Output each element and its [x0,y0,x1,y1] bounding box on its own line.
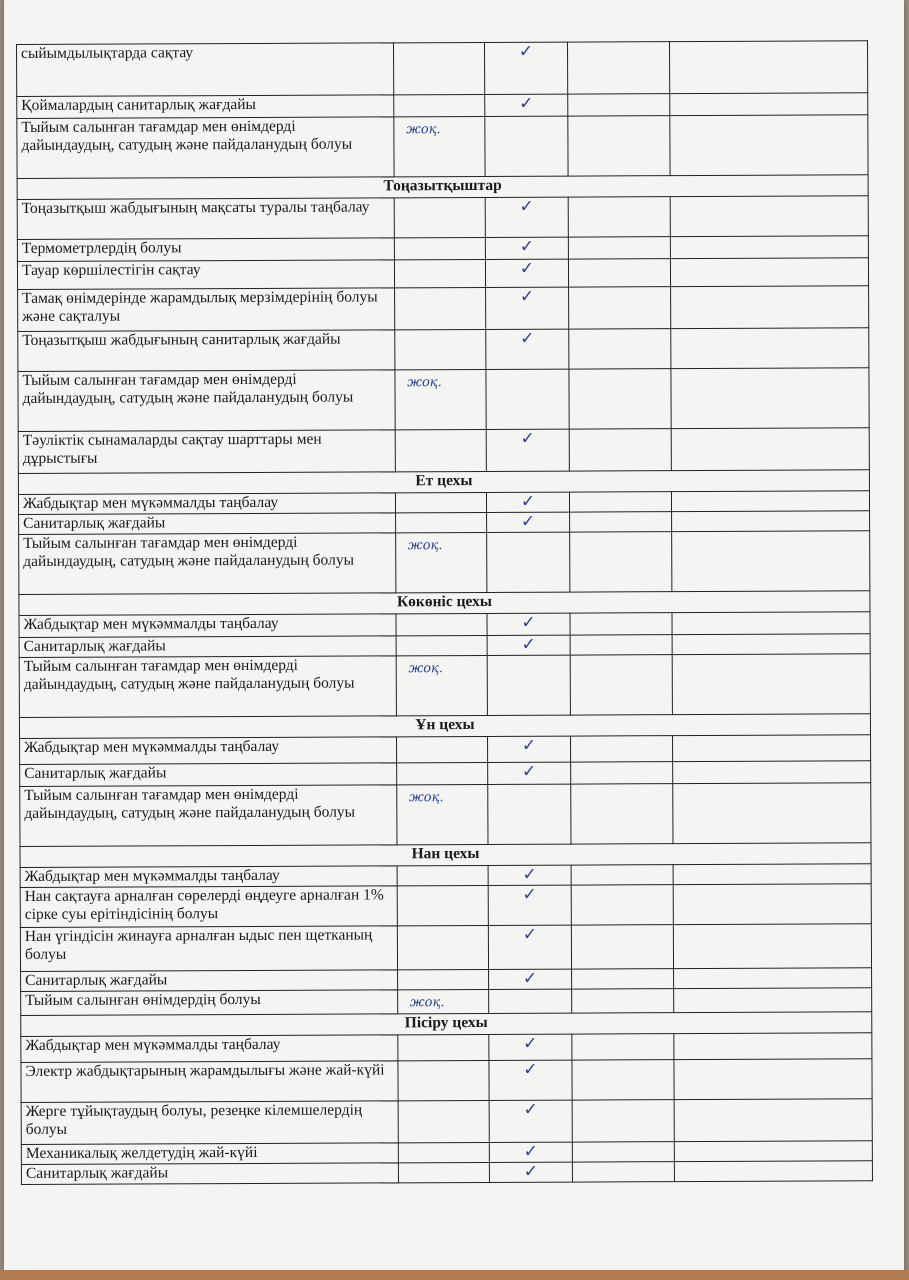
table-row [18,368,869,432]
empty-cell [674,1161,872,1182]
requirement-text: Тыйым салынған тағамдар мен өнімдерді дайындаудың, сатудың және пайдаланудың болуы [19,533,396,595]
requirement-text: Жабдықтар мен мүкәммалды таңбалау [21,1035,398,1063]
check-cell [489,1100,572,1142]
requirement-text: Тыйым салынған өнімдердің болуы [21,990,398,1016]
desk-surface [0,1270,909,1280]
empty-cell [670,236,868,259]
check-cell [487,613,570,635]
handwritten-note: жоқ. [407,538,443,554]
empty-cell [569,429,671,471]
check-mark-icon: ✓ [520,328,535,349]
empty-cell [570,635,672,655]
empty-cell [569,329,671,369]
table-row [20,924,871,972]
section-title: Нан цехы [20,843,871,868]
check-cell [489,1162,572,1182]
requirement-text: Тамақ өнімдерінде жарамдылық мерзімдерінің болуы және сақталуы [18,288,395,332]
check-mark-icon: ✓ [520,428,535,449]
requirement-text: Нан үгіндісін жинауға арналған ыдыс пен щетканың болуы [20,926,397,972]
empty-cell [672,634,870,655]
handwritten-note: жоқ. [408,790,444,806]
empty-cell [670,196,869,237]
empty-cell [671,428,870,471]
handwritten-note-cell [394,287,485,329]
table-row [17,196,868,240]
table-row [19,531,870,595]
requirement-text: Санитарлық жағдайы [21,1163,398,1185]
requirement-text: Жабдықтар мен мүкәммалды таңбалау [19,614,396,638]
handwritten-note-cell [395,512,486,532]
requirement-text: Жабдықтар мен мүкәммалды таңбалау [18,493,395,515]
table-row [20,783,871,847]
section-title: Пісіру цехы [21,1012,872,1037]
section-title: Тоңазытқыштар [17,175,868,200]
empty-cell [674,1099,873,1142]
table-row [20,884,871,928]
empty-cell [673,968,871,989]
check-cell [489,1060,572,1100]
empty-cell [572,1060,674,1100]
table-row [19,654,870,718]
requirement-text: Жабдықтар мен мүкәммалды таңбалау [20,866,397,888]
empty-cell [569,369,671,429]
empty-cell [572,1162,674,1182]
requirement-text: сыйымдылықтарда сақтау [17,43,394,97]
empty-cell [669,41,868,94]
handwritten-note-cell [394,116,486,176]
requirement-text: Тәуліктік сынамаларды сақтау шарттары мен дұрыстығы [18,430,395,474]
check-cell [486,492,569,512]
empty-cell [568,287,670,329]
empty-cell [671,511,869,532]
empty-cell [571,925,673,969]
check-cell [485,94,568,116]
empty-cell [569,512,671,532]
table-row [21,1059,872,1103]
empty-cell [670,286,869,329]
check-mark-icon: ✓ [519,236,534,257]
check-cell [488,885,571,925]
check-mark-icon: ✓ [523,1059,538,1080]
handwritten-note: жоқ. [407,375,442,391]
handwritten-note-cell [397,925,488,969]
handwritten-note: жоқ. [406,122,441,138]
empty-cell [672,761,870,784]
requirement-text: Тоңазытқыш жабдығының санитарлық жағдайы [18,330,395,372]
empty-cell [672,783,871,844]
check-mark-icon: ✓ [519,196,534,217]
check-cell [486,369,569,429]
requirement-text: Тыйым салынған тағамдар мен өнімдерді дайындаудың, сатудың және пайдаланудың болуы [17,117,394,179]
handwritten-note-cell [398,1060,489,1100]
handwritten-note-cell [398,1100,489,1142]
check-cell [485,197,568,237]
handwritten-note-cell [396,613,487,635]
table-row [18,428,869,474]
check-cell [488,865,571,885]
handwritten-note-cell [397,969,488,989]
requirement-text: Жерге тұйықтаудың болуы, резеңке кілемшелердің болуы [21,1101,398,1145]
empty-cell [571,885,673,925]
empty-cell [572,1034,674,1060]
check-cell [484,42,567,94]
empty-cell [568,116,670,176]
section-title: Ұн цехы [19,714,870,739]
check-cell [487,512,570,532]
empty-cell [673,864,871,885]
handwritten-note-cell [395,532,487,592]
handwritten-note-cell [396,784,488,844]
empty-cell [670,328,869,369]
paper-sheet [4,0,904,1272]
requirement-text: Тоңазытқыш жабдығының мақсаты туралы таңбалау [17,198,394,240]
check-mark-icon: ✓ [520,511,536,532]
empty-cell [570,655,672,715]
handwritten-note-cell [396,635,487,655]
check-mark-icon: ✓ [518,41,534,62]
check-cell [488,736,571,762]
check-mark-icon: ✓ [523,1141,538,1162]
check-cell [489,989,572,1013]
requirement-text: Санитарлық жағдайы [21,970,398,992]
empty-cell [570,532,672,592]
empty-cell [673,1033,871,1060]
empty-cell [571,865,673,885]
requirement-text: Санитарлық жағдайы [19,636,396,658]
check-mark-icon: ✓ [523,1033,538,1054]
handwritten-note-cell [397,885,488,925]
check-cell [487,655,570,715]
check-mark-icon: ✓ [521,612,536,633]
handwritten-note-cell [394,329,485,369]
check-cell [489,1034,572,1060]
requirement-text: Қоймалардың санитарлық жағдайы [17,95,394,119]
check-cell [489,969,572,989]
check-cell [488,762,571,784]
handwritten-note-cell [396,655,488,715]
requirement-text: Жабдықтар мен мүкәммалды таңбалау [20,737,397,765]
empty-cell [571,784,673,844]
requirement-text: Тыйым салынған тағамдар мен өнімдерді дайындаудың, сатудың және пайдаланудың болуы [19,656,396,718]
check-cell [485,237,568,259]
empty-cell [673,924,872,969]
handwritten-note-cell [394,259,485,287]
empty-cell [567,42,669,94]
empty-cell [570,736,672,762]
handwritten-note-cell [397,989,488,1013]
check-cell [486,287,569,329]
handwritten-note-cell [395,429,486,471]
table-row [17,115,868,179]
check-mark-icon: ✓ [523,1161,539,1182]
empty-cell [669,93,867,116]
check-mark-icon: ✓ [522,884,537,905]
handwritten-note-cell [394,237,485,259]
empty-cell [672,612,870,635]
handwritten-note-cell [396,762,487,784]
handwritten-note-cell [397,865,488,885]
check-mark-icon: ✓ [520,491,536,512]
handwritten-note-cell [394,197,485,237]
requirement-text: Тауар көршілестігін сақтау [17,260,394,290]
requirement-text: Санитарлық жағдайы [19,513,396,535]
empty-cell [671,491,869,512]
table-row [17,41,868,97]
table-row [17,258,868,290]
check-cell [486,429,569,471]
empty-cell [673,988,871,1013]
table-row [21,1033,872,1063]
inspection-checklist-table [16,40,873,1185]
requirement-text: Тыйым салынған тағамдар мен өнімдерді дайындаудың, сатудың және пайдаланудың болуы [20,785,397,847]
handwritten-note-cell [398,1162,489,1182]
requirement-text: Термометрлердің болуы [17,238,394,262]
requirement-text: Нан сақтауға арналған сөрелерді өңдеуге арналған 1% сірке суы ерітіндісінің болуы [20,886,397,928]
empty-cell [672,735,870,762]
table-row [18,328,869,372]
empty-cell [569,492,671,512]
empty-cell [572,1142,674,1162]
check-mark-icon: ✓ [521,761,537,782]
check-mark-icon: ✓ [519,93,534,114]
check-mark-icon: ✓ [519,286,535,307]
empty-cell [571,969,673,989]
empty-cell [572,1100,674,1142]
empty-cell [674,1059,873,1100]
empty-cell [568,259,670,287]
empty-cell [671,531,870,592]
requirement-text: Механикалық желдетудің жай-күйі [21,1143,398,1165]
check-cell [486,329,569,369]
handwritten-note-cell [393,94,484,116]
handwritten-note-cell [398,1034,489,1060]
handwritten-note: жоқ. [408,661,444,677]
check-mark-icon: ✓ [522,968,538,989]
empty-cell [568,197,670,237]
check-cell [488,925,571,969]
checklist-body [17,41,873,1185]
handwritten-note-cell [395,492,486,512]
check-cell [485,116,568,176]
requirement-text: Санитарлық жағдайы [20,763,397,787]
handwritten-note-cell [396,736,487,762]
empty-cell [568,94,670,116]
empty-cell [572,989,674,1013]
check-mark-icon: ✓ [521,735,537,756]
table-row [21,1161,872,1185]
handwritten-note-cell [393,42,485,94]
check-cell [487,532,570,592]
empty-cell [669,115,868,176]
handwritten-note-cell [398,1142,489,1162]
requirement-text: Тыйым салынған тағамдар мен өнімдерді дайындаудың, сатудың және пайдаланудың болуы [18,370,395,432]
check-mark-icon: ✓ [522,924,537,945]
empty-cell [568,237,670,259]
table-row [18,286,869,332]
check-cell [487,635,570,655]
table-row [20,735,871,765]
requirement-text: Электр жабдықтарының жарамдылығы және жай-күйі [21,1061,398,1103]
section-title: Ет цехы [18,470,869,495]
check-cell [485,259,568,287]
check-cell [488,784,571,844]
check-mark-icon: ✓ [519,258,535,279]
empty-cell [673,884,872,925]
table-row [21,1099,872,1145]
check-mark-icon: ✓ [521,634,536,655]
empty-cell [674,1141,872,1162]
section-title: Көкөніс цехы [19,591,870,616]
check-mark-icon: ✓ [522,864,537,885]
empty-cell [570,613,672,635]
check-cell [489,1142,572,1162]
empty-cell [670,258,868,287]
handwritten-note-cell [395,369,487,429]
empty-cell [671,368,870,429]
check-mark-icon: ✓ [523,1099,538,1120]
handwritten-note: жоқ. [409,995,445,1011]
empty-cell [571,762,673,784]
empty-cell [672,654,871,715]
